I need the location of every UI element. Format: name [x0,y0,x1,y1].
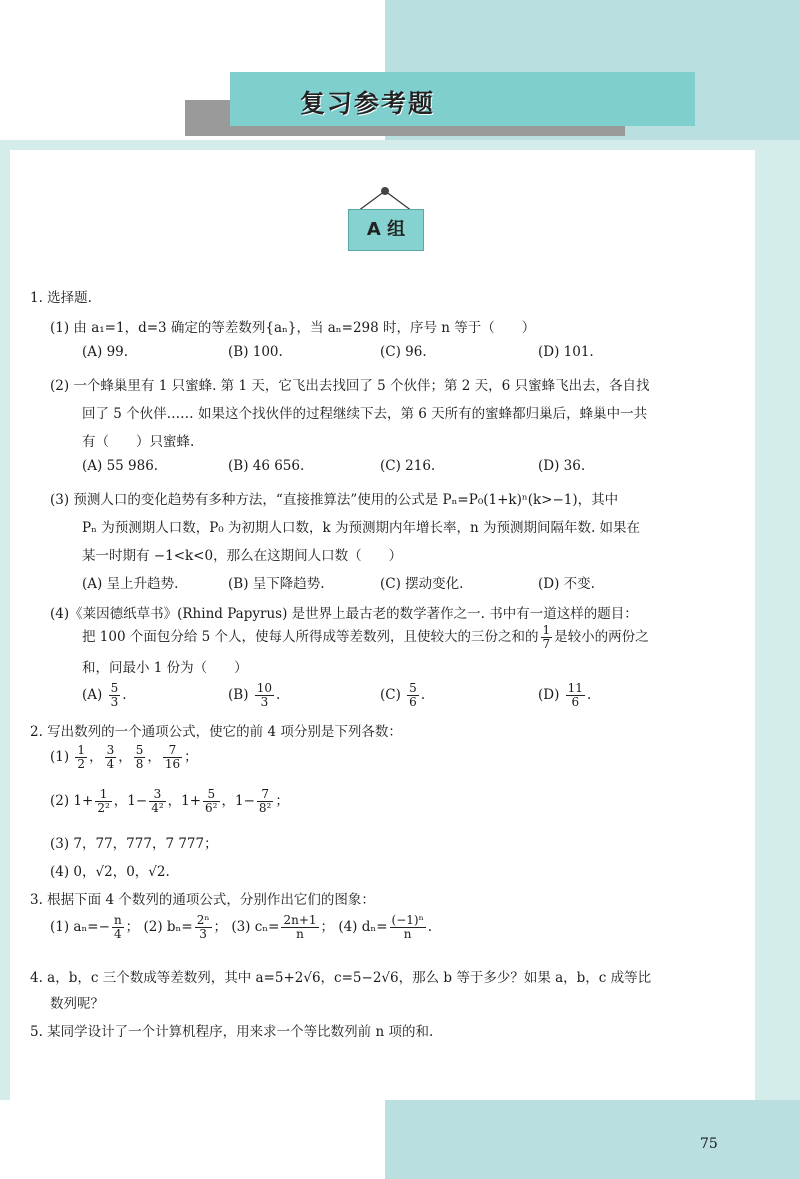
fraction: $\frac{3}{\text{4²}}$ [151,787,164,815]
q1-part4-option-a: (A) $\frac{5}{3}$ . [82,681,127,709]
fraction: $\frac{5}{3}$ [110,681,119,709]
q1-part2-stem-line3: 有（ ）只蜜蜂. [82,434,195,450]
fraction: $\frac{2n+1}{n}$ [283,913,317,941]
q1-part2-stem-line2: 回了 5 个伙伴…… 如果这个找伙伴的过程继续下去，第 6 天所有的蜜蜂都归巢后，蜂巢中一共 [82,406,648,422]
q1-part2-option-c: (C) 216. [380,458,436,474]
fraction: $\frac{7}{\text{8²}}$ [258,787,272,815]
q1-part2-option-d: (D) 36. [538,458,586,474]
q3-heading: 3. 根据下面 4 个数列的通项公式，分别作出它们的图象： [30,892,375,908]
q1-part3-option-d: (D) 不变. [538,576,595,592]
q1-part4-option-c: (C) $\frac{5}{6}$ . [380,681,426,709]
q1-part3-option-b: (B) 呈下降趋势. [228,576,325,592]
bottom-teal-block [385,1100,800,1179]
q1-part4-option-d: (D) $\frac{11}{6}$ . [538,681,592,709]
fraction: $\frac{\text{2ⁿ}}{3}$ [196,913,210,941]
q2-heading: 2. 写出数列的一个通项公式，使它的前 4 项分别是下列各数： [30,724,402,740]
q1-part3-stem-line3: 某一时期有 −1<k<0，那么在这期间人口数（ ） [82,548,403,564]
fraction: $\frac{5}{6}$ [409,681,417,709]
q1-part3-option-c: (C) 摆动变化. [380,576,464,592]
q1-part1-stem: (1) 由 a₁=1，d=3 确定的等差数列{aₙ}，当 aₙ=298 时，序号 n 等于（ ） [50,320,536,336]
fraction: $\frac{\text{(−1)ⁿ}}{n}$ [391,913,424,941]
q1-part4-option-b: (B) $\frac{10}{3}$ . [228,681,281,709]
q1-part2-stem-line1: (2) 一个蜂巢里有 1 只蜜蜂. 第 1 天，它飞出去找回了 5 个伙伴；第 2 天，6 只蜜蜂飞出去，各自找 [50,378,650,394]
q1-part2-option-b: (B) 46 656. [228,458,305,474]
q2-part3: (3) 7，77，777，7 777； [50,836,218,852]
q1-part4-stem-line2-b: 是较小的两份之 [554,629,649,645]
group-sign [340,185,440,265]
q1-part3-stem-line1: (3) 预测人口的变化趋势有多种方法，“直接推算法”使用的公式是 Pₙ=P₀(1+k)ⁿ(k>−1)，其中 [50,492,619,508]
fraction: $\frac{5}{8}$ [135,743,144,771]
fraction: $\frac{1}{\text{2²}}$ [97,787,110,815]
q4-line1: 4. a，b，c 三个数成等差数列，其中 a=5+2√6，c=5−2√6，那么 b 等于多少？如果 a，b，c 成等比 [30,970,652,986]
q3-formulas: (1) aₙ=− $\frac{n}{4}$ ； (2) bₙ= $\frac{\text{2ⁿ}}{3}$ ； (3) cₙ= $\frac{2n+1}{n}$ ； (4) dₙ= $\frac{\text{(−1)ⁿ}}{n}$ . [50,913,433,941]
q2-part1: (1) $\frac{1}{2}$ ， $\frac{3}{4}$ ， $\frac{5}{8}$ ， $\frac{7}{16}$ ； [50,743,198,771]
q1-part4-stem-line3: 和，问最小 1 份为（ ） [82,660,248,676]
fraction: $\frac{5}{\text{6²}}$ [205,787,218,815]
q4-line2: 数列呢？ [50,996,104,1012]
q2-part4: (4) 0，√2，0，√2. [50,864,170,880]
q1-part4-stem-line1: (4)《莱因德纸草书》(Rhind Papyrus) 是世界上最古老的数学著作之一. 书中有一道这样的题目： [50,606,638,622]
group-label: A 组 [348,209,424,251]
page-title: 复习参考题 [300,89,436,118]
q1-heading: 1. 选择题. [30,290,92,306]
fraction: $\frac{n}{4}$ [113,913,122,941]
q1-part1-option-c: (C) 96. [380,344,427,360]
page-number: 75 [700,1136,718,1152]
q1-part2-option-a: (A) 55 986. [82,458,159,474]
fraction: $\frac{1}{7}$ [542,623,551,651]
fraction: $\frac{7}{16}$ [164,743,181,771]
q1-part3-option-a: (A) 呈上升趋势. [82,576,179,592]
q5-line1: 5. 某同学设计了一个计算机程序，用来求一个等比数列前 n 项的和. [30,1024,434,1040]
q1-part4-stem-line2-a: 把 100 个面包分给 5 个人，使每人所得成等差数列，且使较大的三份之和的 [82,629,539,645]
q1-part4-stem-line2 [82,624,649,651]
fraction: $\frac{3}{4}$ [106,743,115,771]
q1-part1-option-a: (A) 99. [82,344,129,360]
fraction: $\frac{1}{2}$ [77,743,86,771]
q1-part3-stem-line2: Pₙ 为预测期人口数，P₀ 为初期人口数，k 为预测期内年增长率，n 为预测期间隔年数. 如果在 [82,520,641,536]
q2-part2: (2) 1+ $\frac{1}{\text{2²}}$ ，1− $\frac{3}{\text{4²}}$ ，1+ $\frac{5}{\text{6²}}$ ，1− $\frac{7}{\text{8²}}$ ； [50,787,289,815]
fraction: $\frac{11}{6}$ [567,681,583,709]
fraction: $\frac{10}{3}$ [256,681,273,709]
q1-part1-option-b: (B) 100. [228,344,283,360]
q1-part1-option-d: (D) 101. [538,344,594,360]
